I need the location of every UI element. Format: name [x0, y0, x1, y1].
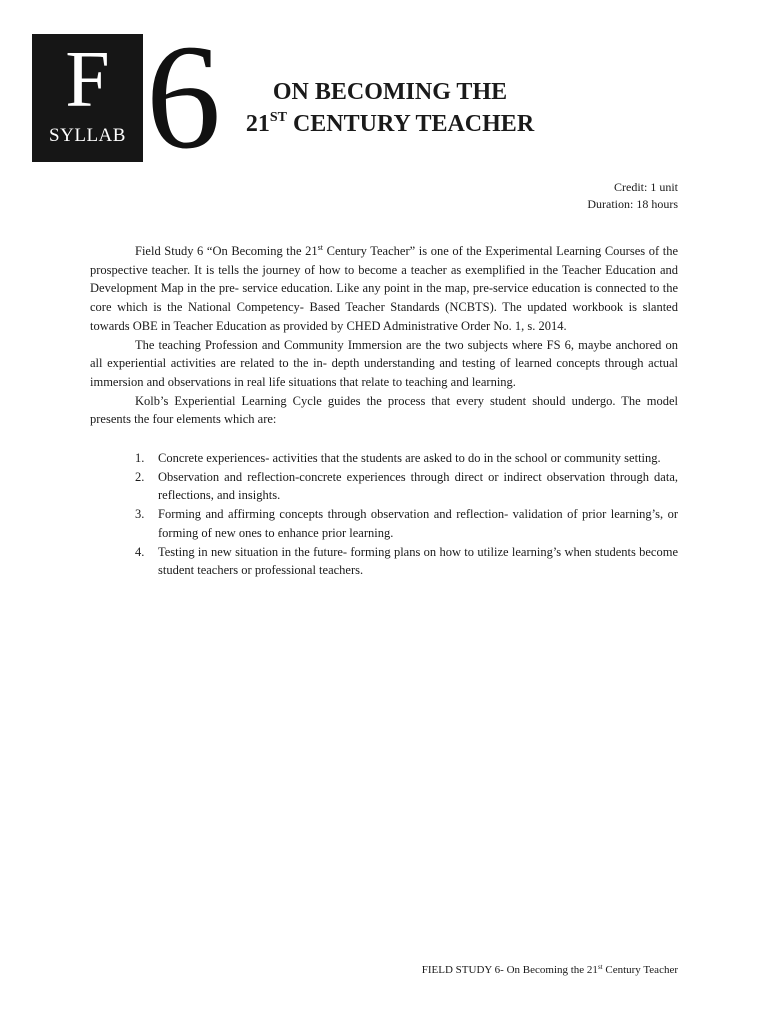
list-item-text: Testing in new situation in the future- forming plans on how to utilize learning’s when students become student teachers or professional teachers.: [158, 544, 678, 578]
logo-letter: F: [65, 36, 110, 124]
body-text: [90, 242, 678, 580]
logo-box: [32, 34, 143, 162]
course-meta: [587, 179, 678, 213]
title-line-2: [230, 108, 550, 140]
list-item-text: Observation and reflection-concrete experiences through direct or indirect observation through data, reflections, and insights.: [158, 469, 678, 503]
footer-prefix: FIELD STUDY 6- On Becoming the 21: [421, 964, 598, 976]
paragraph-1-rest: Century Teacher” is one of the Experimental Learning Courses of the prospective teacher. It is tells the journey of how to become a teacher as exemplified in the Teacher Education and Development Map in the pre- service education. Like any point in the map, pre-service education is connected to the core which is the National Competency- Based Teacher Standards (NCBTS). The updated workbook is slanted towards OBE in Teacher Education as provided by CHED Administrative Order No. 1, s. 2014.: [90, 244, 678, 333]
logo-subtext: SYLLAB: [49, 125, 126, 146]
page-footer: [422, 963, 678, 977]
title-line-1: ON BECOMING THE: [272, 79, 508, 105]
paragraph-2: The teaching Profession and Community Immersion are the two subjects where FS 6, maybe anchored on all experiential activities are related to the in- depth understanding and testing of learned concepts through actual immersion and observations in real life situations that relate to teaching and learning.: [90, 337, 678, 389]
elements-list: [90, 449, 678, 580]
list-item-number: 3.: [135, 507, 145, 522]
title-line-2-sup: ST: [269, 110, 287, 125]
list-item: [90, 449, 678, 468]
footer-sup: st: [597, 963, 603, 971]
list-item-number: 2.: [135, 469, 145, 484]
list-item-number: 4.: [135, 544, 145, 559]
duration-text: Duration: 18 hours: [587, 197, 678, 211]
title-line-2-prefix: 21: [245, 111, 270, 137]
list-item: [90, 468, 678, 505]
page-title: [230, 76, 550, 140]
paragraph-3: Kolb’s Experiential Learning Cycle guides the process that every student should undergo. The model presents the four elements which are:: [90, 393, 678, 427]
paragraph-1-sup: st: [317, 243, 324, 252]
list-item-text: Concrete experiences- activities that the students are asked to do in the school or community setting.: [158, 451, 661, 466]
credit-text: Credit: 1 unit: [614, 180, 678, 194]
paragraph-1-start: Field Study 6 “On Becoming the 21: [135, 244, 318, 258]
paragraph-1: [90, 242, 678, 336]
list-item-text: Forming and affirming concepts through observation and reflection- validation of prior learning’s, or forming of new ones to enhance prior learning.: [158, 507, 678, 540]
list-item-number: 1.: [135, 451, 145, 466]
chapter-number: 6: [146, 14, 221, 180]
title-line-2-suffix: CENTURY TEACHER: [286, 111, 535, 137]
footer-suffix: Century Teacher: [602, 964, 678, 976]
list-item: [90, 543, 678, 580]
list-item: [90, 505, 678, 542]
